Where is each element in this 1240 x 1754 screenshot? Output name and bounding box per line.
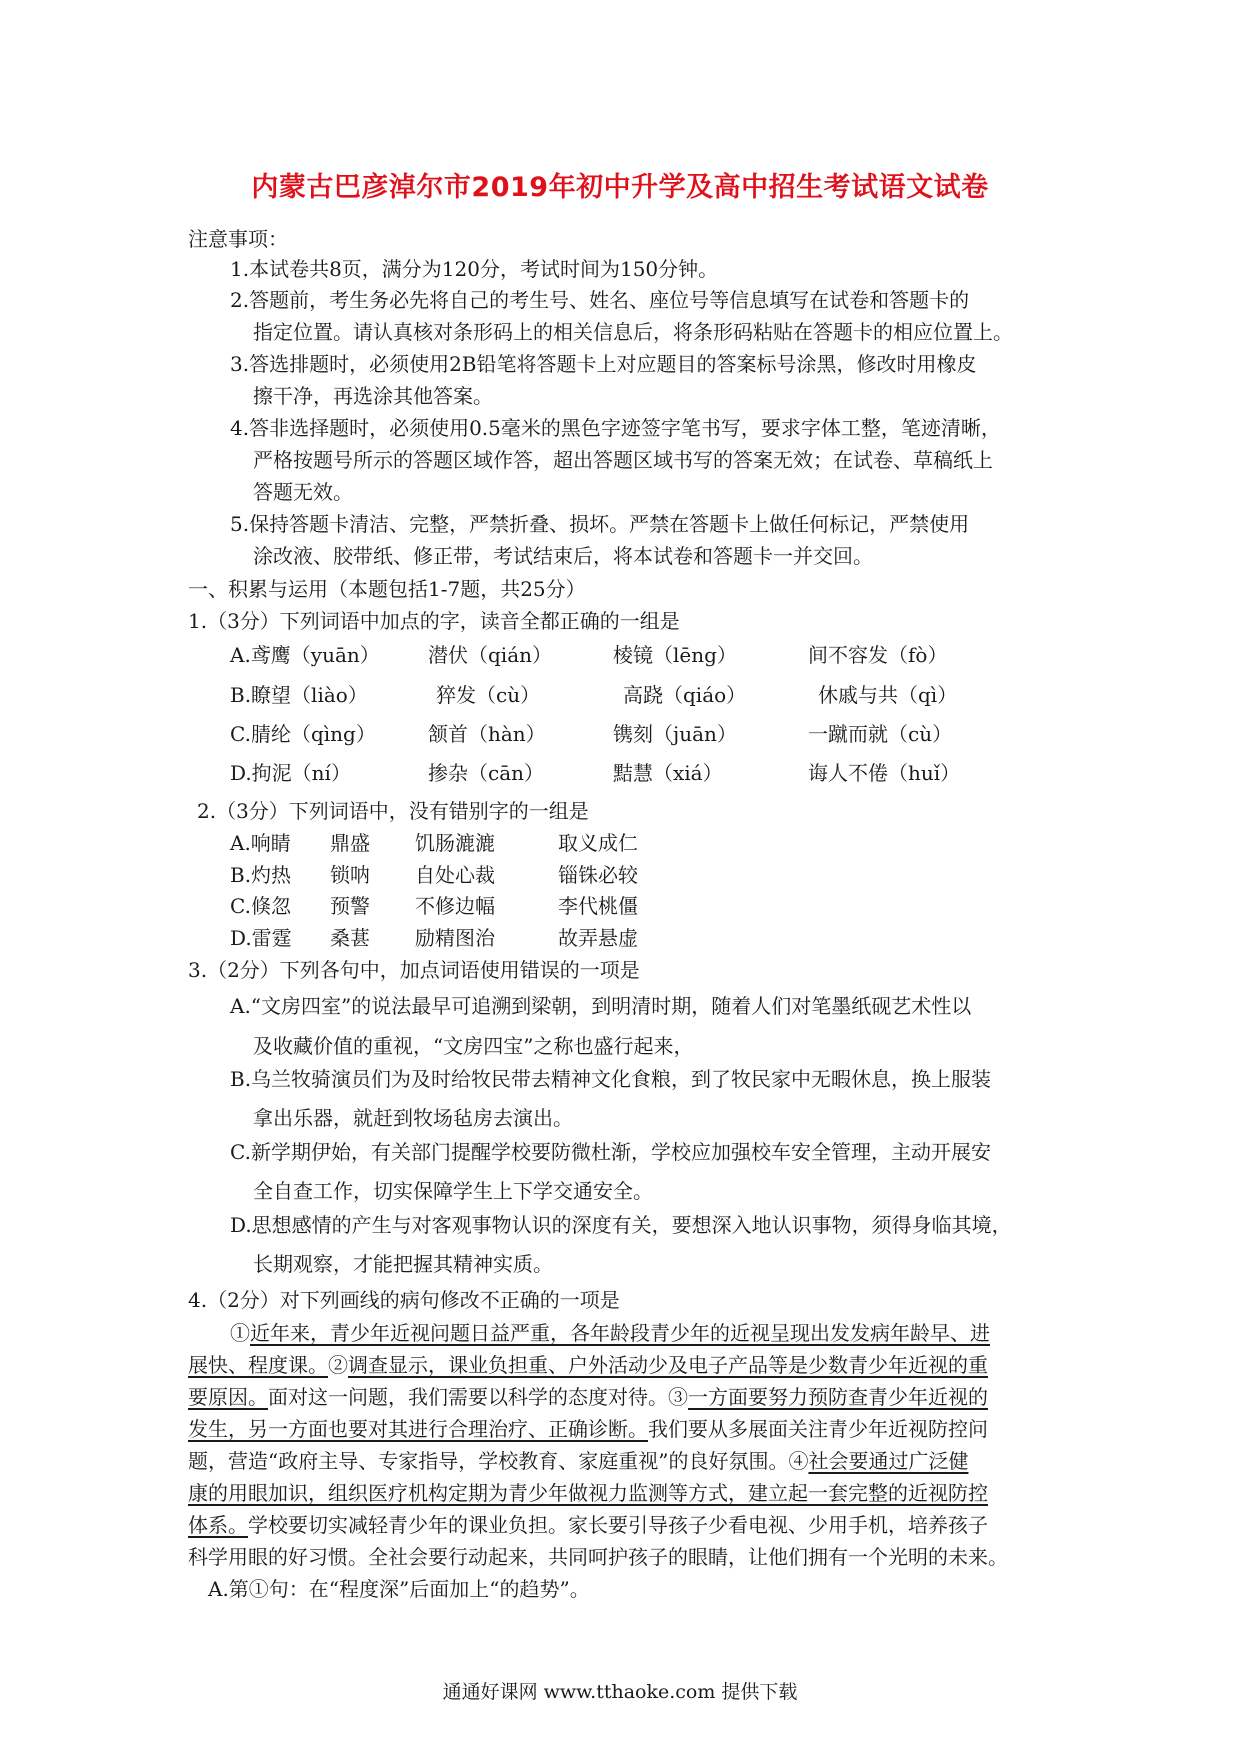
q1-option-c-1: C.腈纶（qìng） [230, 722, 376, 746]
q2-option-a-1: A.响睛 [230, 831, 291, 855]
q2-option-d-3: 励精图治 [415, 926, 495, 950]
notice-line: 2.答题前，考生务必先将自己的考生号、姓名、座位号等信息填写在试卷和答题卡的 [230, 288, 970, 312]
q2-option-b-3: 自处心裁 [415, 863, 495, 887]
notice-line: 5.保持答题卡清洁、完整，严禁折叠、损坏。严禁在答题卡上做任何标记，严禁使用 [230, 512, 970, 536]
notice-line: 3.答选排题时，必须使用2B铅笔将答题卡上对应题目的答案标号涂黑，修改时用橡皮 [230, 352, 977, 376]
q1-option-b-2: 猝发（cù） [436, 683, 541, 707]
question-stem: 3.（2分）下列各句中，加点词语使用错误的一项是 [188, 958, 640, 982]
q4-passage-line: 发生，另一方面也要对其进行合理治疗、正确诊断。我们要从多展面关注青少年近视防控问 [188, 1417, 988, 1441]
q4-passage-line: 科学用眼的好习惯。全社会要行动起来，共同呵护孩子的眼睛，让他们拥有一个光明的未来。 [188, 1545, 1008, 1569]
q1-option-b-3: 高跷（qiáo） [623, 683, 747, 707]
notice-line: 答题无效。 [253, 480, 353, 504]
notice-line: 指定位置。请认真核对条形码上的相关信息后，将条形码粘贴在答题卡的相应位置上。 [253, 320, 1013, 344]
notice-line: 涂改液、胶带纸、修正带，考试结束后，将本试卷和答题卡一并交回。 [253, 544, 873, 568]
q1-option-b-1: B.瞭望（liào） [230, 683, 368, 707]
q2-option-b-1: B.灼热 [230, 863, 292, 887]
q2-option-d-4: 故弄悬虚 [558, 926, 638, 950]
q2-option-a-4: 取义成仁 [558, 831, 638, 855]
q1-option-a-1: A.鸢鹰（yuān） [230, 643, 380, 667]
q4-passage-line: 康的用眼加识，组织医疗机构定期为青少年做视力监测等方式，建立起一套完整的近视防控 [188, 1481, 988, 1505]
q1-option-d-1: D.拘泥（ní） [230, 761, 351, 785]
notice-line: 擦干净，再选涂其他答案。 [253, 384, 493, 408]
q3-line: D.思想感情的产生与对客观事物认识的深度有关，要想深入地认识事物，须得身临其境， [230, 1213, 1012, 1237]
q1-option-c-2: 颔首（hàn） [428, 722, 546, 746]
q2-option-a-2: 鼎盛 [330, 831, 370, 855]
footer-source: 通通好课网 www.tthaoke.com 提供下载 [442, 1681, 798, 1703]
page-title: 内蒙古巴彦淖尔市2019年初中升学及高中招生考试语文试卷 [251, 172, 989, 203]
q3-line: 长期观察，才能把握其精神实质。 [253, 1252, 553, 1276]
q1-option-a-4: 间不容发（fò） [808, 643, 948, 667]
q4-option-a: A.第①句：在“程度深”后面加上“的趋势”。 [208, 1577, 590, 1601]
q3-line: B.乌兰牧骑演员们为及时给牧民带去精神文化食粮，到了牧民家中无暇休息，换上服装 [230, 1067, 992, 1091]
q4-passage-line: 题，营造“政府主导、专家指导，学校教育、家庭重视”的良好氛围。④社会要通过广泛健 [188, 1449, 969, 1473]
q2-option-d-1: D.雷霆 [230, 926, 292, 950]
q4-passage-line: 体系。学校要切实减轻青少年的课业负担。家长要引导孩子少看电视、少用手机，培养孩子 [188, 1513, 988, 1537]
q1-option-a-2: 潜伏（qián） [428, 643, 553, 667]
q3-line: 全自查工作，切实保障学生上下学交通安全。 [253, 1179, 653, 1203]
q2-option-a-3: 饥肠漉漉 [415, 831, 495, 855]
q3-line: 及收藏价值的重视，“文房四宝”之称也盛行起来， [253, 1034, 694, 1058]
q1-option-d-2: 掺杂（cān） [428, 761, 545, 785]
q4-passage-line: 展快、程度课。②调查显示，课业负担重、户外活动少及电子产品等是少数青少年近视的重 [188, 1353, 988, 1377]
q1-option-d-4: 诲人不倦（huǐ） [808, 761, 961, 785]
q1-option-a-3: 棱镜（lēng） [613, 643, 737, 667]
q1-option-c-4: 一蹴而就（cù） [808, 722, 953, 746]
notice-heading: 注意事项： [188, 227, 288, 251]
q4-passage-line: ①近年来，青少年近视问题日益严重，各年龄段青少年的近视呈现出发发病年龄早、进 [230, 1321, 990, 1345]
q3-line: 拿出乐器，就赶到牧场毡房去演出。 [253, 1106, 573, 1130]
q2-option-c-4: 李代桃僵 [558, 894, 638, 918]
question-stem: 4.（2分）对下列画线的病句修改不正确的一项是 [188, 1288, 620, 1312]
q2-option-d-2: 桑葚 [330, 926, 370, 950]
q1-option-b-4: 休戚与共（qì） [818, 683, 958, 707]
notice-line: 严格按题号所示的答题区域作答，超出答题区域书写的答案无效；在试卷、草稿纸上 [253, 448, 993, 472]
q3-line: A.“文房四室”的说法最早可追溯到梁朝，到明清时期，随着人们对笔墨纸砚艺术性以 [230, 994, 972, 1018]
q2-option-c-1: C.倏忽 [230, 894, 291, 918]
notice-line: 1.本试卷共8页，满分为120分，考试时间为150分钟。 [230, 257, 719, 281]
q2-option-c-2: 预警 [330, 894, 370, 918]
question-stem: 2.（3分）下列词语中，没有错别字的一组是 [197, 799, 589, 823]
q2-option-c-3: 不修边幅 [415, 894, 495, 918]
question-stem: 1.（3分）下列词语中加点的字，读音全都正确的一组是 [188, 609, 680, 633]
notice-line: 4.答非选择题时，必须使用0.5毫米的黑色字迹签字笔书写，要求字体工整，笔迹清晰， [230, 416, 1001, 440]
q1-option-c-3: 镌刻（juān） [613, 722, 737, 746]
q3-line: C.新学期伊始，有关部门提醒学校要防微杜渐，学校应加强校车安全管理，主动开展安 [230, 1140, 991, 1164]
q1-option-d-3: 黠慧（xiá） [613, 761, 723, 785]
q4-passage-line: 要原因。面对这一问题，我们需要以科学的态度对待。③一方面要努力预防查青少年近视的 [188, 1385, 988, 1409]
q2-option-b-4: 锱铢必较 [558, 863, 638, 887]
q2-option-b-2: 锁呐 [330, 863, 370, 887]
section-heading: 一、积累与运用（本题包括1-7题，共25分） [188, 577, 586, 601]
